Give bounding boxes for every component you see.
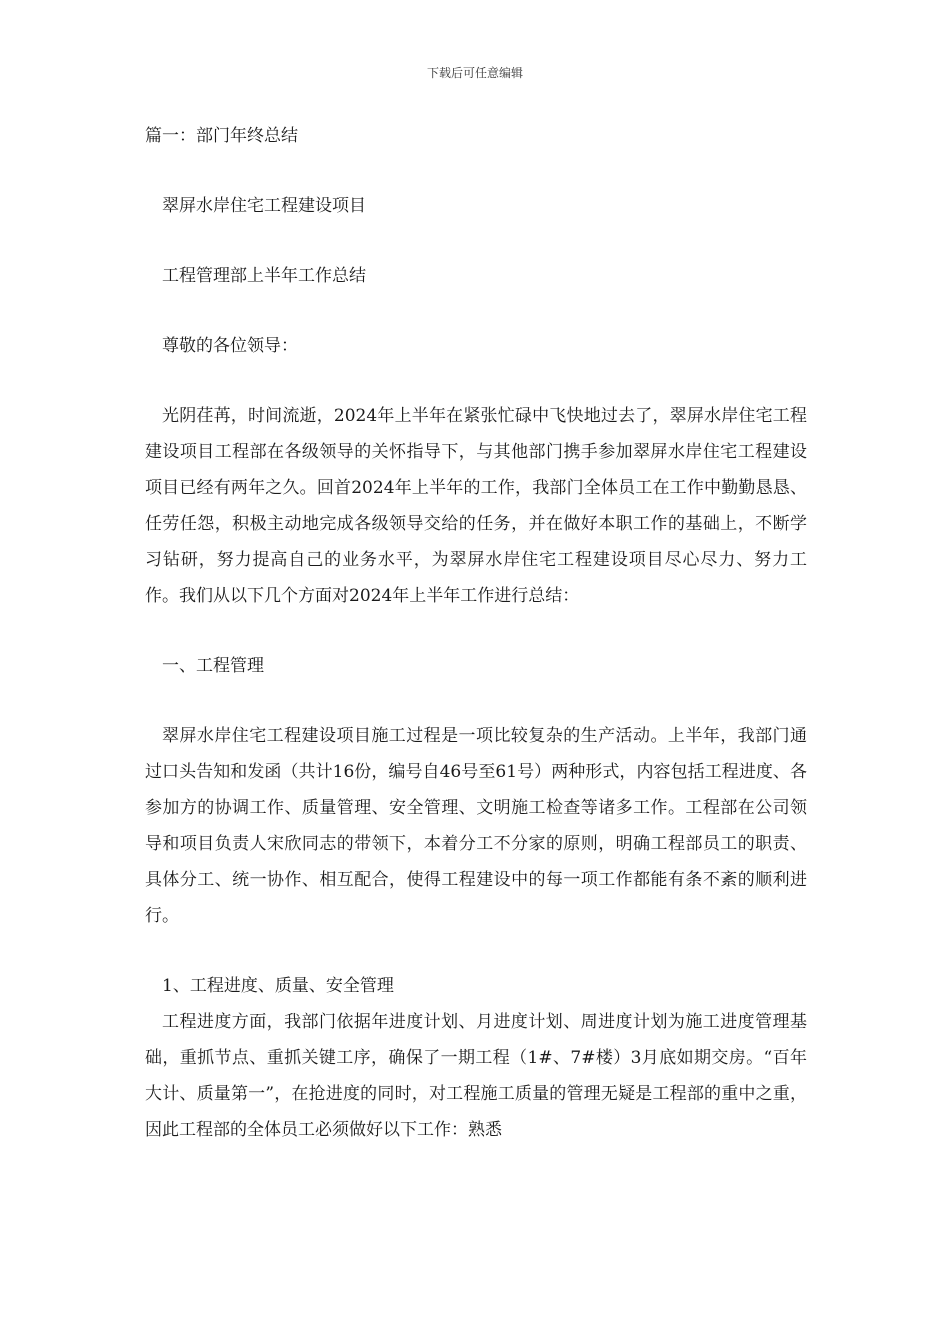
spacer	[145, 224, 807, 258]
intro-paragraph: 光阴荏苒，时间流逝，2024年上半年在紧张忙碌中飞快地过去了，翠屏水岸住宅工程建设项目工程部在各级领导的关怀指导下，与其他部门携手参加翠屏水岸住宅工程建设项目已经有两年之久。回首2024年上半年的工作，我部门全体员工在工作中勤勤恳恳、任劳任怨，积极主动地完成各级领导交给的任务，并在做好本职工作的基础上，不断学习钻研，努力提高自己的业务水平，为翠屏水岸住宅工程建设项目尽心尽力、努力工作。我们从以下几个方面对2024年上半年工作进行总结：	[145, 406, 807, 606]
report-title: 工程管理部上半年工作总结	[162, 266, 366, 286]
spacer	[145, 614, 807, 648]
page-header-note: 下载后可任意编辑	[426, 66, 523, 80]
spacer	[145, 684, 807, 718]
spacer	[145, 364, 807, 398]
spacer	[145, 934, 807, 968]
subsection1-paragraph: 工程进度方面，我部门依据年进度计划、月进度计划、周进度计划为施工进度管理基础，重抓节点、重抓关键工序，确保了一期工程（1#、7#楼）3月底如期交房。“百年大计、质量第一”，在抢进度的同时，对工程施工质量的管理无疑是工程部的重中之重，因此工程部的全体员工必须做好以下工作：熟悉	[145, 1012, 807, 1140]
section1-paragraph: 翠屏水岸住宅工程建设项目施工过程是一项比较复杂的生产活动。上半年，我部门通过口头告知和发函（共计16份，编号自46号至61号）两种形式，内容包括工程进度、各参加方的协调工作、质量管理、安全管理、文明施工检查等诸多工作。工程部在公司领导和项目负责人宋欣同志的带领下，本着分工不分家的原则，明确工程部员工的职责、具体分工、统一协作、相互配合，使得工程建设中的每一项工作都能有条不紊的顺利进行。	[145, 726, 807, 926]
spacer	[145, 294, 807, 328]
section-title: 篇一：部门年终总结	[145, 126, 298, 146]
subsection1-heading: 1、工程进度、质量、安全管理	[162, 976, 394, 996]
document-body	[145, 118, 807, 1148]
salutation: 尊敬的各位领导：	[162, 336, 298, 356]
spacer	[145, 154, 807, 188]
project-name: 翠屏水岸住宅工程建设项目	[162, 196, 366, 216]
section1-heading: 一、工程管理	[162, 656, 264, 676]
